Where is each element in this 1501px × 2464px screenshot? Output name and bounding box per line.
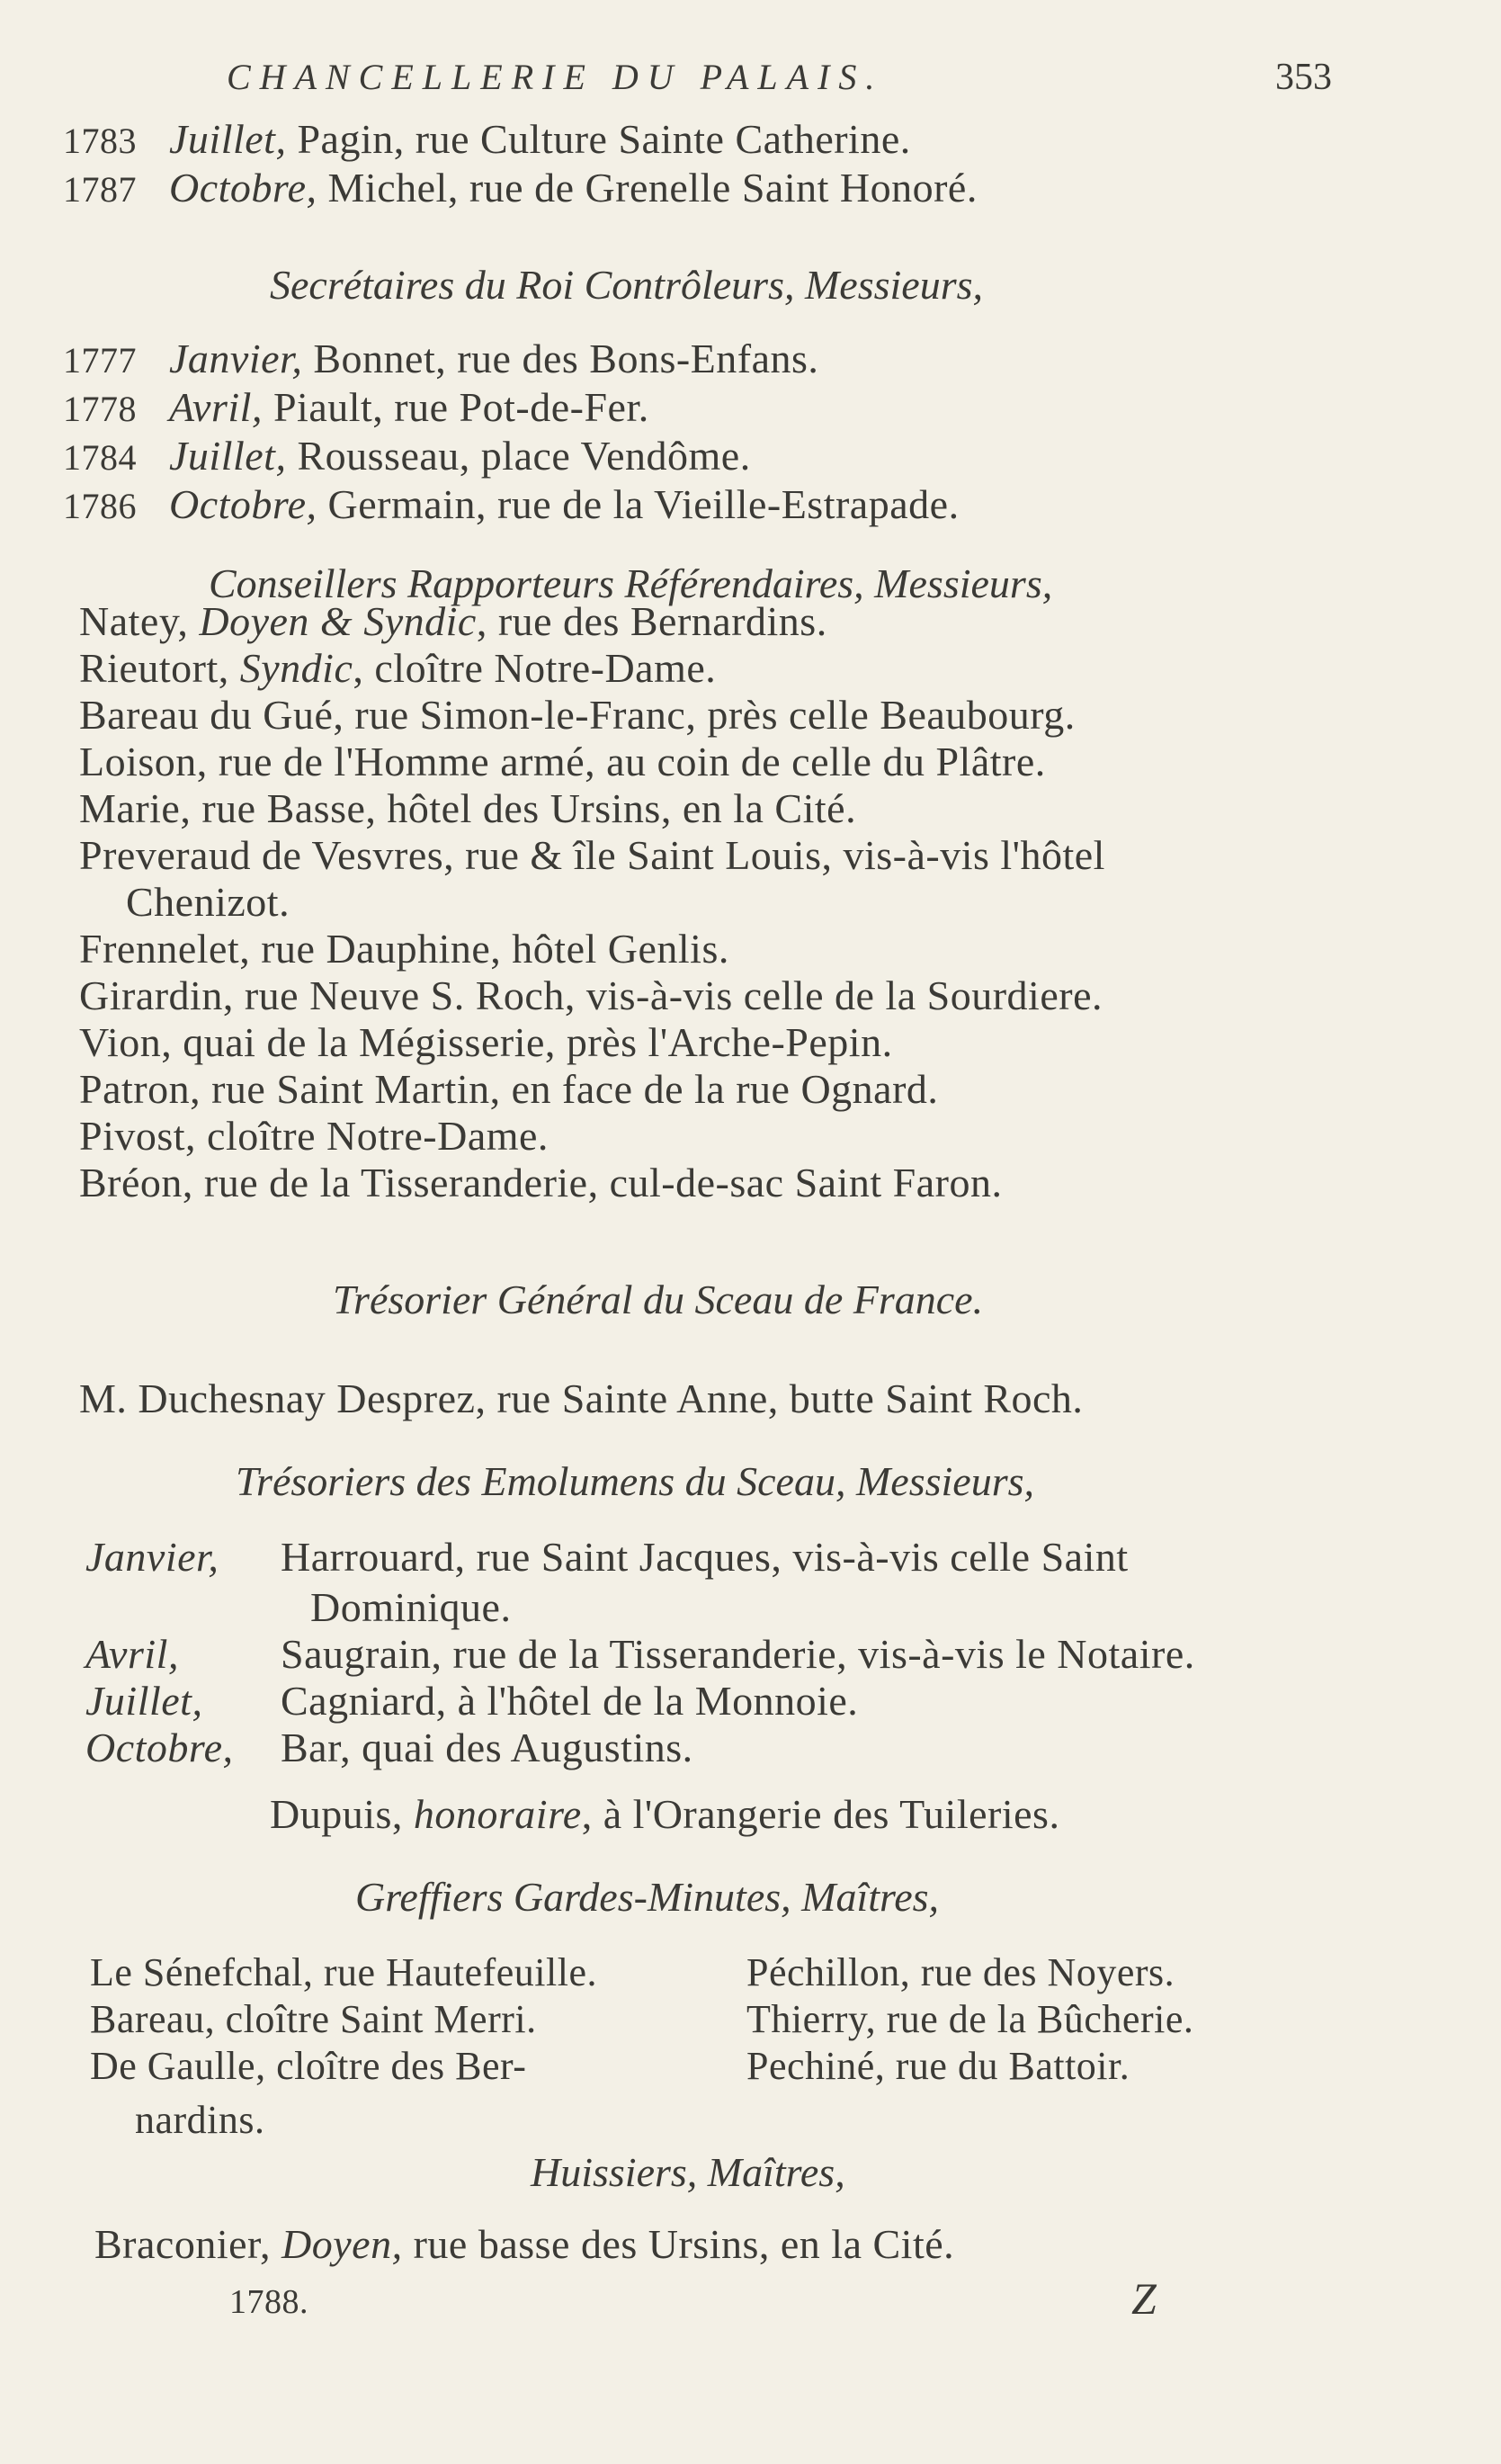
entry-line — [63, 335, 818, 385]
conseiller-line — [79, 738, 1046, 786]
entry-text: Rousseau, place Vendôme. — [286, 433, 751, 479]
entry-month: Janvier, — [169, 336, 303, 381]
conseiller-name: Patron, — [79, 1066, 201, 1112]
entry-year: 1784 — [63, 437, 137, 478]
conseiller-address: rue Dauphine, hôtel Genlis. — [250, 926, 729, 972]
section-heading: Greffiers Gardes-Minutes, Maîtres, — [355, 1874, 940, 1920]
conseiller-address: , cloître Notre-Dame. — [353, 645, 717, 691]
conseiller-address: cloître Notre-Dame. — [196, 1113, 549, 1159]
conseiller-name: Marie, — [79, 785, 192, 831]
conseiller-line — [79, 644, 716, 693]
conseiller-line — [79, 784, 856, 833]
honoraire-address: , à l'Orangerie des Tuileries. — [581, 1791, 1060, 1837]
section-heading: Huissiers, Maîtres, — [531, 2149, 845, 2195]
conseiller-address: rue Saint Martin, en face de la rue Ognard. — [201, 1066, 939, 1112]
conseiller-name: Natey, — [79, 598, 189, 644]
section-heading: Trésorier Général du Sceau de France. — [333, 1277, 984, 1322]
entry-text: Michel, rue de Grenelle Saint Honoré. — [317, 165, 978, 211]
tresorier-text: Dominique. — [310, 1584, 512, 1630]
conseiller-line — [79, 1018, 893, 1067]
tresorier-entry-continuation — [310, 1583, 511, 1632]
conseiller-line — [79, 972, 1103, 1020]
conseiller-role: Syndic — [228, 645, 353, 691]
conseiller-line — [79, 831, 1105, 880]
tresorier-entry — [85, 1724, 693, 1772]
honoraire-line — [270, 1790, 1059, 1839]
entry-month: Juillet, — [169, 433, 287, 479]
conseiller-address: Chenizot. — [126, 879, 290, 925]
conseiller-name: Bareau du Gué, — [79, 692, 344, 738]
conseiller-name: Rieutort, — [79, 645, 229, 691]
tresorier-text: Harrouard, rue Saint Jacques, vis-à-vis celle Saint — [270, 1534, 1129, 1580]
tresorier-text: Saugrain, rue de la Tisseranderie, vis-à-vis le Notaire. — [270, 1631, 1195, 1677]
entry-year: 1778 — [63, 389, 137, 429]
conseiller-address: quai de la Mégisserie, près l'Arche-Pepin. — [172, 1019, 893, 1065]
tresorier-line: M. Duchesnay Desprez, rue Sainte Anne, butte Saint Roch. — [79, 1375, 1084, 1421]
honoraire-name: Dupuis, — [270, 1791, 403, 1837]
tresorier-text: Bar, quai des Augustins. — [270, 1725, 693, 1770]
greffier-left: Bareau, cloître Saint Merri. — [90, 1997, 537, 2041]
conseiller-address: rue Basse, hôtel des Ursins, en la Cité. — [191, 785, 857, 831]
greffier-left: De Gaulle, cloître des Ber- — [90, 2044, 527, 2088]
conseiller-name: Bréon, — [79, 1160, 193, 1205]
entry-text: Germain, rue de la Vieille-Estrapade. — [317, 481, 960, 527]
entry-text: Piault, rue Pot-de-Fer. — [262, 384, 649, 430]
conseiller-name: Girardin, — [79, 972, 234, 1018]
conseiller-line — [79, 1159, 1002, 1207]
conseiller-address: rue Simon-le-Franc, près celle Beaubourg. — [344, 692, 1076, 738]
conseiller-name: Preveraud de Vesvres, — [79, 832, 455, 878]
greffier-right: Thierry, rue de la Bûcherie. — [746, 1997, 1194, 2041]
conseiller-line — [79, 597, 827, 646]
conseiller-name: Vion, — [79, 1019, 173, 1065]
conseiller-name: Loison, — [79, 739, 208, 784]
entry-line — [63, 383, 649, 434]
conseiller-role: Doyen & Syndic — [188, 598, 477, 644]
running-head: CHANCELLERIE DU PALAIS. — [227, 57, 884, 97]
entry-month: Juillet, — [169, 116, 287, 162]
quarter-label: Avril, — [85, 1631, 179, 1677]
greffier-left: nardins. — [135, 2098, 265, 2142]
quarter-label: Janvier, — [85, 1534, 219, 1580]
entry-year: 1783 — [63, 121, 137, 161]
huissier-address: rue basse des Ursins, en la Cité. — [402, 2221, 955, 2267]
section-heading: Conseillers Rapporteurs Référendaires, Messieurs, — [209, 560, 1053, 606]
entry-year: 1786 — [63, 486, 137, 526]
honoraire-role: honoraire — [402, 1791, 582, 1837]
page-number: 353 — [1275, 57, 1332, 98]
quarter-label: Juillet, — [85, 1678, 203, 1724]
entry-line — [63, 115, 911, 166]
conseiller-line — [79, 1112, 549, 1160]
entry-line — [63, 432, 751, 482]
conseiller-line — [79, 691, 1076, 739]
entry-month: Octobre, — [169, 481, 317, 527]
conseiller-name: Frennelet, — [79, 926, 251, 972]
entry-text: Pagin, rue Culture Sainte Catherine. — [286, 116, 911, 162]
signature-letter: Z — [1131, 2273, 1157, 2324]
entry-year: 1777 — [63, 340, 137, 381]
greffier-right: Pechiné, rue du Battoir. — [746, 2044, 1130, 2088]
entry-text: Bonnet, rue des Bons-Enfans. — [302, 336, 819, 381]
conseiller-address: rue Neuve S. Roch, vis-à-vis celle de la Sourdiere. — [233, 972, 1103, 1018]
conseiller-address: rue de l'Homme armé, au coin de celle du Plâtre. — [207, 739, 1046, 784]
conseiller-line-continuation — [126, 878, 290, 927]
tresorier-entry — [85, 1630, 1195, 1679]
entry-line — [63, 480, 960, 531]
signature-year: 1788. — [229, 2283, 308, 2321]
huissier-name: Braconier, — [94, 2221, 272, 2267]
conseiller-line — [79, 1065, 938, 1114]
entry-line — [63, 164, 978, 214]
conseiller-address: rue de la Tisseranderie, cul-de-sac Saint Faron. — [192, 1160, 1003, 1205]
huissier-role: Doyen, — [271, 2221, 403, 2267]
section-heading: Trésoriers des Emolumens du Sceau, Messieurs, — [236, 1458, 1034, 1504]
conseiller-address: , rue des Bernardins. — [476, 598, 827, 644]
entry-month: Avril, — [169, 384, 263, 430]
greffier-right: Péchillon, rue des Noyers. — [746, 1950, 1175, 1994]
huissier-line — [94, 2220, 954, 2269]
entry-month: Octobre, — [169, 165, 317, 211]
section-heading: Secrétaires du Roi Contrôleurs, Messieurs, — [270, 262, 984, 308]
tresorier-entry — [85, 1677, 858, 1725]
tresorier-entry — [85, 1533, 1129, 1581]
conseiller-name: Pivost, — [79, 1113, 197, 1159]
conseiller-address: rue & île Saint Louis, vis-à-vis l'hôtel — [454, 832, 1105, 878]
greffier-left: Le Sénefchal, rue Hautefeuille. — [90, 1950, 597, 1994]
entry-year: 1787 — [63, 169, 137, 210]
quarter-label: Octobre, — [85, 1725, 234, 1770]
tresorier-text: Cagniard, à l'hôtel de la Monnoie. — [270, 1678, 859, 1724]
conseiller-line — [79, 925, 729, 973]
